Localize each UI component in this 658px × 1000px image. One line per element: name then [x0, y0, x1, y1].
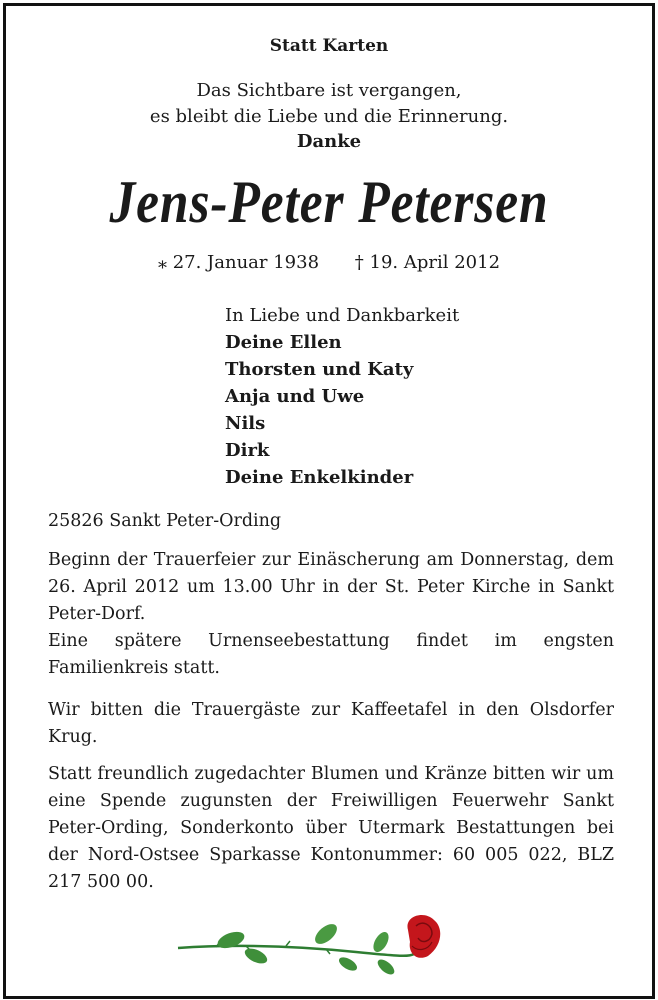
mourner-name: Thorsten und Katy: [225, 359, 414, 380]
verse-line-1: Das Sichtbare ist vergangen,: [196, 80, 462, 101]
mourners-list: [225, 302, 459, 491]
coffee-reception-paragraph: Wir bitten die Trauergäste zur Kaffeetafel in den Olsdorfer Krug.: [48, 700, 614, 747]
donation-paragraph: Statt freundlich zugedachter Blumen und Kränze bitten wir um eine Spende zugunsten der Freiwilligen Feuerwehr Sankt Peter-Ording, Sonderkonto über Utermark Bestattungen bei der Nord-Ostsee Sparkasse Kontonummer: 60 005 022, BLZ 217 500 00.: [48, 764, 614, 892]
mourner-name: Nils: [225, 413, 266, 434]
funeral-service-paragraph: Beginn der Trauerfeier zur Einäscherung am Donnerstag, dem 26. April 2012 um 13.00 Uhr in der St. Peter Kirche in Sankt Peter-Dorf.: [48, 550, 614, 624]
mourners-intro: In Liebe und Dankbarkeit: [225, 305, 460, 326]
birth-date: ⁎ 27. Januar 1938: [157, 252, 320, 273]
mourner-name: Deine Enkelkinder: [225, 467, 414, 488]
mourner-name: Dirk: [225, 440, 270, 461]
deceased-name: Jens-Peter Petersen: [109, 169, 549, 235]
life-dates: [0, 252, 658, 273]
notice-heading: Statt Karten: [269, 36, 389, 56]
memorial-verse: [0, 78, 658, 130]
verse-line-2: es bleibt die Liebe und die Erinnerung.: [149, 106, 509, 127]
red-rose-icon: [176, 912, 446, 982]
mourner-name: Deine Ellen: [225, 332, 342, 353]
death-date: † 19. April 2012: [354, 252, 501, 273]
thanks-text: Danke: [296, 131, 362, 152]
mourner-name: Anja und Uwe: [225, 386, 365, 407]
place-line: 25826 Sankt Peter-Ording: [48, 511, 282, 531]
urn-burial-paragraph: Eine spätere Urnenseebestattung findet im engsten Familienkreis statt.: [48, 631, 614, 678]
